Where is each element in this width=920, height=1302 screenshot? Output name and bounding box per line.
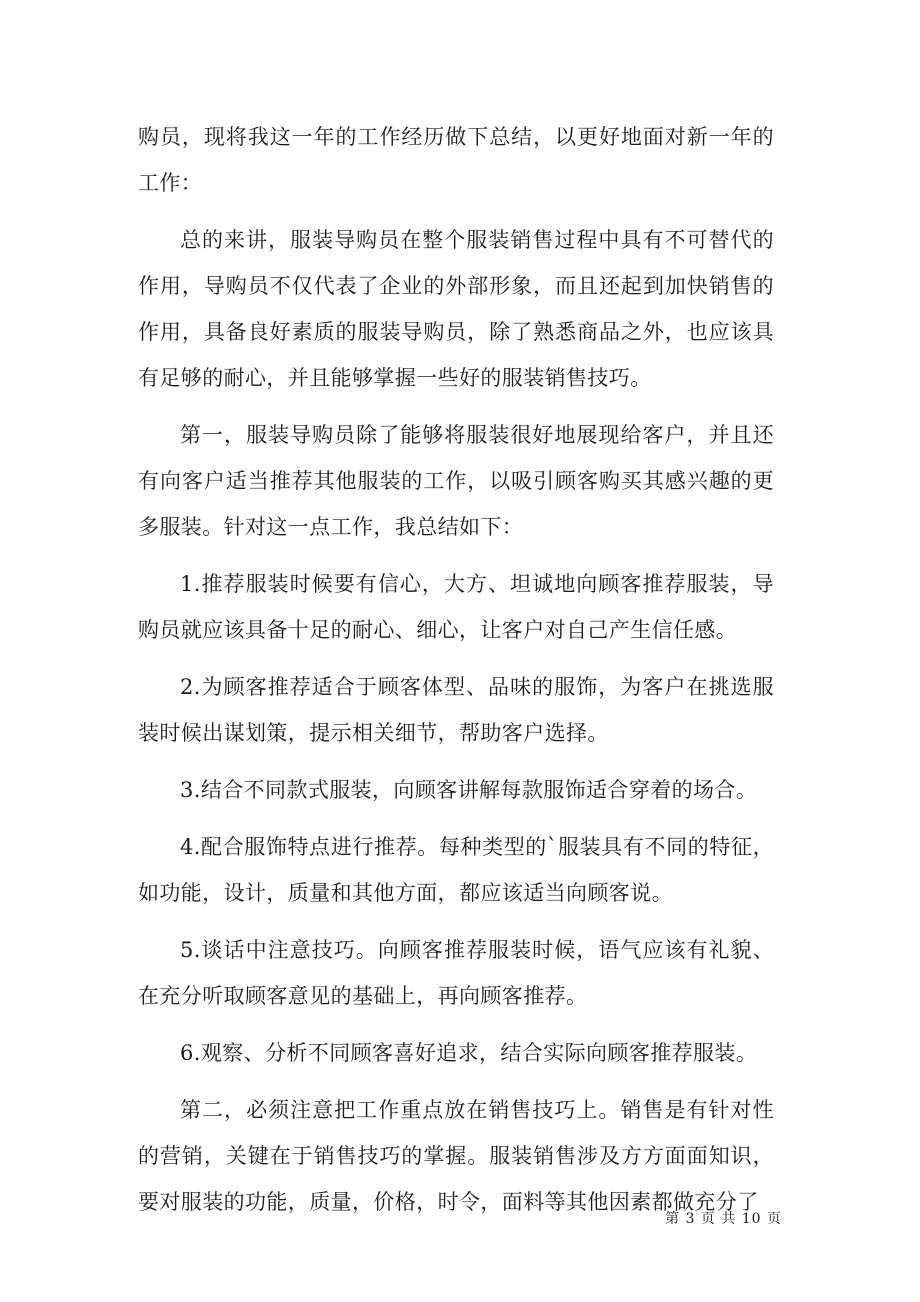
list-item: 3.结合不同款式服装，向顾客讲解每款服饰适合穿着的场合。 [180, 778, 758, 802]
paragraph: 第二，必须注意把工作重点放在销售技巧上。销售是有针对性的营销，关键在于销售技巧的掌握。服装销售涉及方方面面知识，要对服装的功能，质量，价格，时令，面料等其他因素都做充分了 [138, 1098, 774, 1214]
list-item: 1.推荐服装时候要有信心，大方、坦诚地向顾客推荐服装，导购员就应该具备十足的耐心、细心，让客户对自己产生信任感。 [138, 572, 774, 642]
list-item: 2.为顾客推荐适合于顾客体型、品味的服饰，为客户在挑选服装时候出谋划策，提示相关细节，帮助客户选择。 [138, 675, 774, 745]
list-item: 4.配合服饰特点进行推荐。每种类型的`服装具有不同的特征，如功能，设计，质量和其他方面，都应该适当向顾客说。 [138, 835, 774, 905]
paragraph: 总的来讲，服装导购员在整个服装销售过程中具有不可替代的作用，导购员不仅代表了企业的外部形象，而且还起到加快销售的作用，具备良好素质的服装导购员，除了熟悉商品之外，也应该具有足够的耐心，并且能够掌握一些好的服装销售技巧。 [138, 228, 774, 390]
paragraph: 购员，现将我这一年的工作经历做下总结，以更好地面对新一年的工作： [138, 125, 774, 195]
list-item: 5.谈话中注意技巧。向顾客推荐服装时候，语气应该有礼貌、在充分听取顾客意见的基础上，再向顾客推荐。 [138, 938, 774, 1008]
page-number: 第 3 页 共 10 页 [665, 1211, 782, 1227]
list-item: 6.观察、分析不同顾客喜好追求，结合实际向顾客推荐服装。 [180, 1041, 758, 1065]
document-body [138, 114, 774, 1236]
paragraph: 第一，服装导购员除了能够将服装很好地展现给客户，并且还有向客户适当推荐其他服装的工作，以吸引顾客购买其感兴趣的更多服装。针对这一点工作，我总结如下： [138, 423, 774, 539]
